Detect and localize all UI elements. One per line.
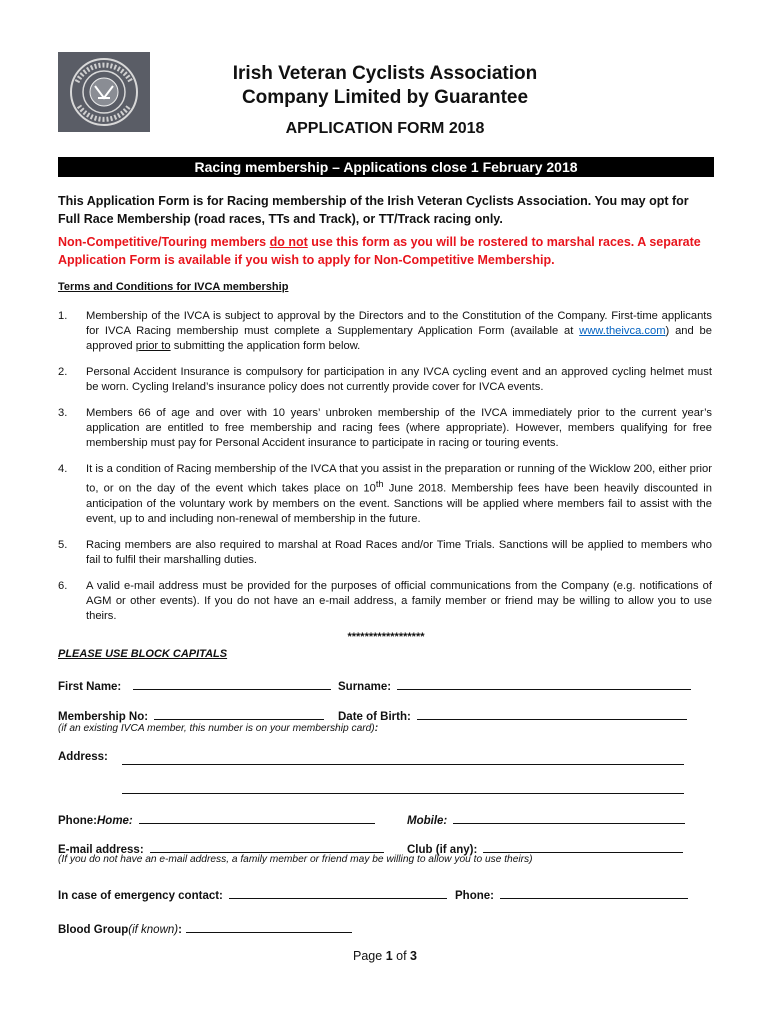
blood-group-field bbox=[58, 920, 352, 936]
term-number: 4. bbox=[58, 463, 68, 475]
page-total: 3 bbox=[410, 949, 417, 963]
term-emphasis: prior to bbox=[135, 340, 171, 352]
separator: ****************** bbox=[347, 631, 425, 643]
term-text-b: June 2018. Membership fees have been heavily discounted in anticipation of the voluntary work by members on the event. Sanctions will be applied where members fail to assist with the event, up to and including non-renewal of membership in the future. bbox=[86, 482, 712, 525]
term-number: 2. bbox=[58, 366, 68, 378]
emergency-phone-field bbox=[455, 886, 688, 902]
first-name-field bbox=[58, 677, 331, 693]
club-input[interactable] bbox=[483, 840, 683, 853]
club-label: Club (if any): bbox=[407, 844, 478, 856]
page-of: of bbox=[392, 949, 411, 963]
address-input-line2[interactable] bbox=[122, 792, 684, 794]
page-footer bbox=[0, 949, 770, 963]
surname-field bbox=[338, 677, 691, 693]
warning-emphasis: do not bbox=[269, 235, 308, 249]
email-note: (If you do not have an e-mail address, a family member or friend may be willing to allow you to use theirs) bbox=[58, 854, 533, 865]
org-name: Irish Veteran Cyclists Association bbox=[232, 63, 538, 84]
term-text bbox=[86, 462, 712, 527]
term-number: 3. bbox=[58, 407, 68, 419]
term-text-b: ) and be approved bbox=[86, 325, 712, 352]
racing-membership-banner: Racing membership – Applications close 1 February 2018 bbox=[58, 157, 714, 177]
term-number: 5. bbox=[58, 538, 68, 551]
page-number: 1 bbox=[385, 949, 393, 963]
membership-no-field bbox=[58, 707, 324, 723]
emergency-phone-label: Phone: bbox=[455, 890, 494, 902]
org-subtitle: Company Limited by Guarantee bbox=[241, 87, 529, 108]
mobile-label: Mobile: bbox=[407, 815, 448, 827]
term-item bbox=[58, 309, 712, 354]
membership-note-colon: : bbox=[374, 723, 379, 734]
warning-part1: Non-Competitive/Touring members bbox=[58, 235, 270, 249]
blood-group-input[interactable] bbox=[186, 920, 352, 933]
term-text: Racing members are also required to marshal at Road Races and/or Time Trials. Sanctions will be applied to members who fail to fulfil their marshalling duties. bbox=[86, 538, 712, 566]
address-label: Address: bbox=[58, 751, 108, 763]
term-item bbox=[58, 579, 712, 624]
term-text: Members 66 of age and over with 10 years’ unbroken membership of the IVCA immediately prior to the current year’s application are entitled to free membership and racing fees (where appropriate). However, members qualifying for free membership must pay for Personal Accident insurance to participate in racing or touring events. bbox=[86, 407, 712, 449]
blood-group-label: Blood Group bbox=[58, 924, 129, 936]
term-number: 1. bbox=[58, 310, 68, 322]
surname-input[interactable] bbox=[397, 677, 691, 690]
first-name-label: First Name: bbox=[58, 681, 122, 693]
surname-label: Surname: bbox=[338, 681, 392, 693]
title-block bbox=[180, 62, 590, 138]
membership-no-label: Membership No: bbox=[58, 711, 149, 723]
term-item bbox=[58, 406, 712, 451]
ivca-logo bbox=[58, 52, 150, 132]
mobile-input[interactable] bbox=[453, 811, 685, 824]
email-input[interactable] bbox=[150, 840, 384, 853]
address-field bbox=[58, 751, 108, 763]
mobile-field bbox=[407, 811, 685, 827]
phone-home-label: Home: bbox=[96, 815, 133, 827]
term-number: 6. bbox=[58, 579, 68, 592]
first-name-input[interactable] bbox=[133, 677, 331, 690]
dob-input[interactable] bbox=[417, 707, 687, 720]
emergency-contact-input[interactable] bbox=[229, 886, 447, 899]
terms-heading: Terms and Conditions for IVCA membership bbox=[58, 281, 289, 293]
ivca-website-link[interactable]: www.theivca.com bbox=[579, 325, 666, 337]
address-input-line1[interactable] bbox=[122, 763, 684, 765]
term-text-a: Membership of the IVCA is subject to approval by the Directors and to the Constitution of the Company. First-time applicants for IVCA Racing membership must complete a Supplementary Application Form (available at bbox=[86, 310, 712, 337]
term-text-c: submitting the application form below. bbox=[170, 340, 361, 352]
warning-part2: use this form as you will be rostered to marshal races. A separate Application Form is available if you wish to apply for Non-Competitive Membership. bbox=[58, 235, 701, 267]
phone-label: Phone: bbox=[58, 815, 97, 827]
term-item bbox=[58, 365, 712, 395]
term-text: A valid e-mail address must be provided for the purposes of official communications from the Company (e.g. notifications of AGM or other events). If you do not have an e-mail address, a family member or friend may be willing to allow you to use theirs. bbox=[86, 579, 712, 622]
ivca-logo-icon bbox=[65, 56, 143, 128]
membership-no-input[interactable] bbox=[154, 707, 324, 720]
block-capitals-note: PLEASE USE BLOCK CAPITALS bbox=[58, 648, 228, 660]
terms-list bbox=[58, 309, 712, 635]
emergency-phone-input[interactable] bbox=[500, 886, 688, 899]
blood-group-qualifier: (if known) bbox=[128, 924, 179, 936]
membership-note bbox=[58, 723, 378, 734]
blood-group-colon: : bbox=[178, 924, 182, 936]
ordinal-suffix: th bbox=[375, 479, 384, 489]
warning-text bbox=[58, 233, 714, 269]
emergency-contact-field bbox=[58, 886, 447, 902]
phone-home-field bbox=[58, 811, 375, 827]
emergency-contact-label: In case of emergency contact: bbox=[58, 890, 223, 902]
term-text: Personal Accident Insurance is compulsory for participation in any IVCA cycling event and an approved cycling helmet must be worn. Cycling Ireland’s insurance policy does not currently provide cover for IVCA events. bbox=[86, 366, 712, 393]
term-item bbox=[58, 462, 712, 527]
dob-label: Date of Birth: bbox=[338, 711, 411, 723]
membership-note-text: (if an existing IVCA member, this number is on your membership card) bbox=[58, 723, 375, 734]
phone-home-input[interactable] bbox=[139, 811, 375, 824]
page-label: Page bbox=[353, 949, 386, 963]
dob-field bbox=[338, 707, 687, 723]
term-item bbox=[58, 538, 712, 568]
email-label: E-mail address: bbox=[58, 844, 144, 856]
term-text bbox=[86, 309, 712, 354]
intro-text: This Application Form is for Racing membership of the Irish Veteran Cyclists Association. You may opt for Full Race Membership (road races, TTs and Track), or TT/Track racing only. bbox=[58, 194, 689, 226]
form-title: APPLICATION FORM 2018 bbox=[285, 120, 485, 137]
term-text-a: It is a condition of Racing membership of the IVCA that you assist in the preparation or running of the Wicklow 200, either prior to, or on the day of the event which takes place on 10 bbox=[86, 463, 712, 495]
